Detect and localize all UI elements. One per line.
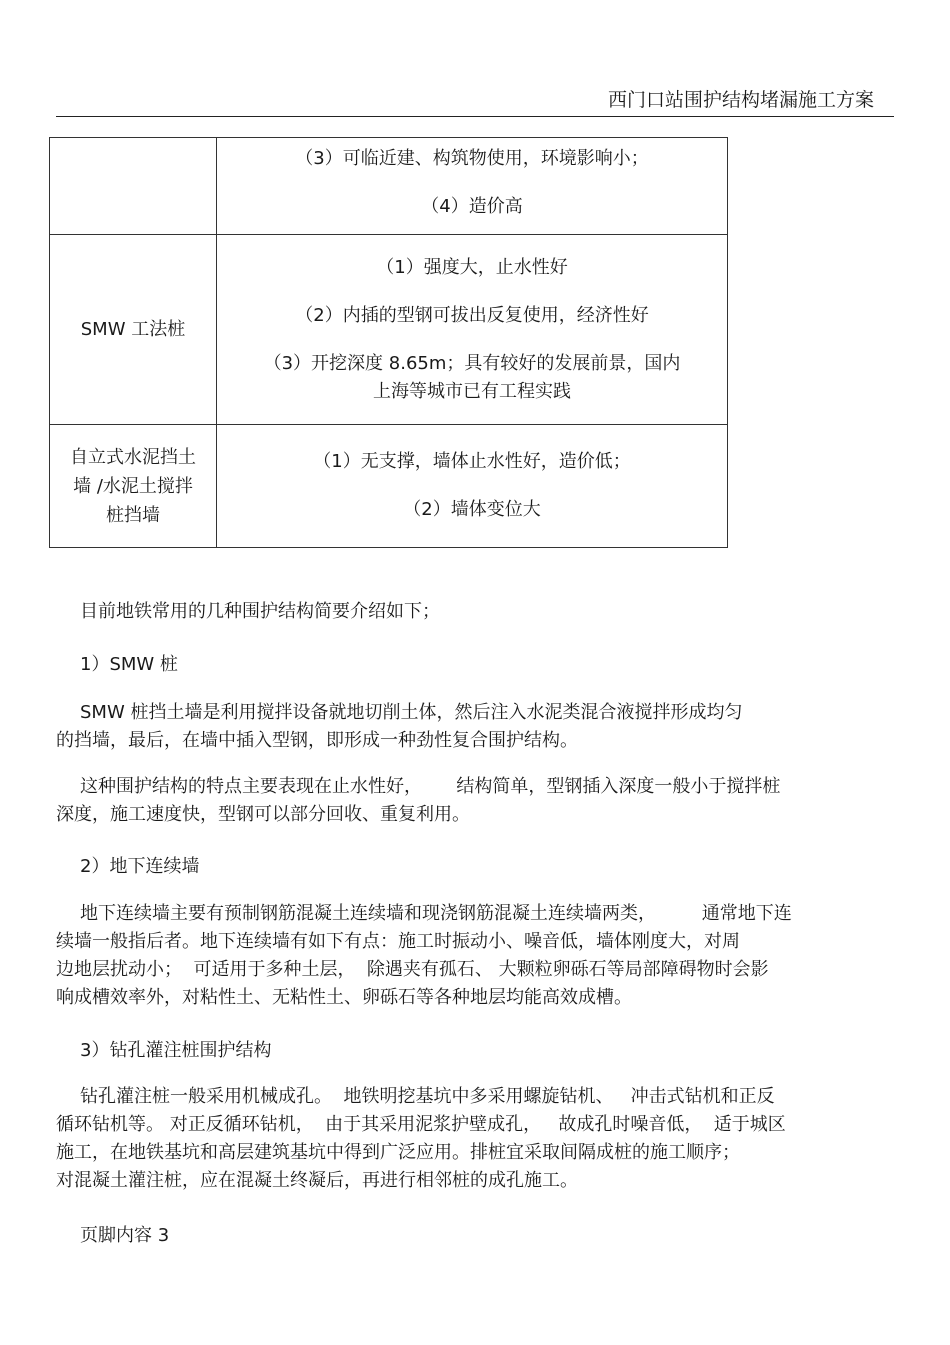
paragraph bbox=[56, 1083, 896, 1195]
table-row bbox=[50, 425, 728, 548]
paragraph bbox=[56, 773, 896, 829]
paragraph-line: 对混凝土灌注桩，应在混凝土终凝后，再进行相邻桩的成孔施工。 bbox=[56, 1170, 578, 1191]
paragraph-line: 的挡墙，最后，在墙中插入型钢，即形成一种劲性复合围护结构。 bbox=[56, 730, 578, 751]
table-cell-name bbox=[50, 235, 217, 425]
paragraph-line: 施工，在地铁基坑和高层建筑基坑中得到广泛应用。排桩宜采取间隔成桩的施工顺序； bbox=[56, 1142, 740, 1163]
table-cell-text: （3）开挖深度 8.65m；具有较好的发展前景，国内上海等城市已有工程实践 bbox=[263, 352, 681, 402]
heading-smw: 1）SMW 桩 bbox=[80, 654, 178, 675]
paragraph bbox=[56, 900, 896, 1012]
table-row bbox=[50, 235, 728, 425]
table-cell-features bbox=[217, 138, 728, 235]
heading-bored-pile: 3）钻孔灌注桩围护结构 bbox=[80, 1040, 272, 1061]
table-cell-text: （4）造价高 bbox=[421, 196, 523, 217]
page-header bbox=[56, 88, 894, 117]
page-footer bbox=[56, 1222, 896, 1250]
table-cell-text: （3）可临近建、构筑物使用，环境影响小； bbox=[295, 148, 649, 169]
structure-name: 自立式水泥挡土墙 /水泥土搅拌桩挡墙 bbox=[70, 446, 196, 526]
paragraph-line: 响成槽效率外，对粘性土、无粘性土、卵砾石等各种地层均能高效成槽。 bbox=[56, 987, 632, 1008]
footer-text: 页脚内容 3 bbox=[80, 1225, 170, 1246]
document-title: 西门口站围护结构堵漏施工方案 bbox=[607, 89, 874, 111]
table-cell-name bbox=[50, 138, 217, 235]
table-cell-features bbox=[217, 235, 728, 425]
paragraph-line: 地下连续墙主要有预制钢筋混凝土连续墙和现浇钢筋混凝土连续墙两类， 通常地下连 bbox=[80, 903, 792, 924]
paragraph-line: 深度，施工速度快，型钢可以部分回收、重复利用。 bbox=[56, 804, 470, 825]
comparison-table bbox=[49, 137, 728, 548]
heading-diaphragm-wall: 2）地下连续墙 bbox=[80, 856, 200, 877]
table-row bbox=[50, 138, 728, 235]
paragraph-line: 续墙一般指后者。地下连续墙有如下有点：施工时振动小、噪音低，墙体刚度大，对周 bbox=[56, 931, 740, 952]
paragraph-line: 边地层扰动小； 可适用于多种土层， 除遇夹有孤石、 大颗粒卵砾石等局部障碍物时会影 bbox=[56, 959, 769, 980]
table-cell-features bbox=[217, 425, 728, 548]
table-cell-text: （2）墙体变位大 bbox=[403, 499, 541, 520]
table-cell-text: （1）无支撑，墙体止水性好，造价低； bbox=[313, 451, 631, 472]
paragraph-line: SMW 桩挡土墙是利用搅拌设备就地切削土体，然后注入水泥类混合液搅拌形成均匀 bbox=[80, 702, 743, 723]
paragraph-line: 钻孔灌注桩一般采用机械成孔。 地铁明挖基坑中多采用螺旋钻机、 冲击式钻机和正反 bbox=[80, 1086, 775, 1107]
section-heading bbox=[56, 651, 896, 679]
table-cell-name bbox=[50, 425, 217, 548]
paragraph bbox=[56, 699, 896, 755]
paragraph-line: 这种围护结构的特点主要表现在止水性好， 结构简单，型钢插入深度一般小于搅拌桩 bbox=[80, 776, 781, 797]
table-cell-text: （2）内插的型钢可拔出反复使用，经济性好 bbox=[295, 304, 649, 326]
paragraph-line: 目前地铁常用的几种围护结构简要介绍如下； bbox=[80, 601, 440, 622]
section-heading bbox=[56, 853, 896, 881]
table-cell-text: （1）强度大，止水性好 bbox=[376, 256, 568, 278]
structure-name: SMW 工法桩 bbox=[80, 319, 186, 340]
intro-paragraph bbox=[56, 598, 896, 626]
section-heading bbox=[56, 1037, 896, 1065]
paragraph-line: 循环钻机等。 对正反循环钻机， 由于其采用泥浆护壁成孔， 故成孔时噪音低， 适于城区 bbox=[56, 1114, 786, 1135]
